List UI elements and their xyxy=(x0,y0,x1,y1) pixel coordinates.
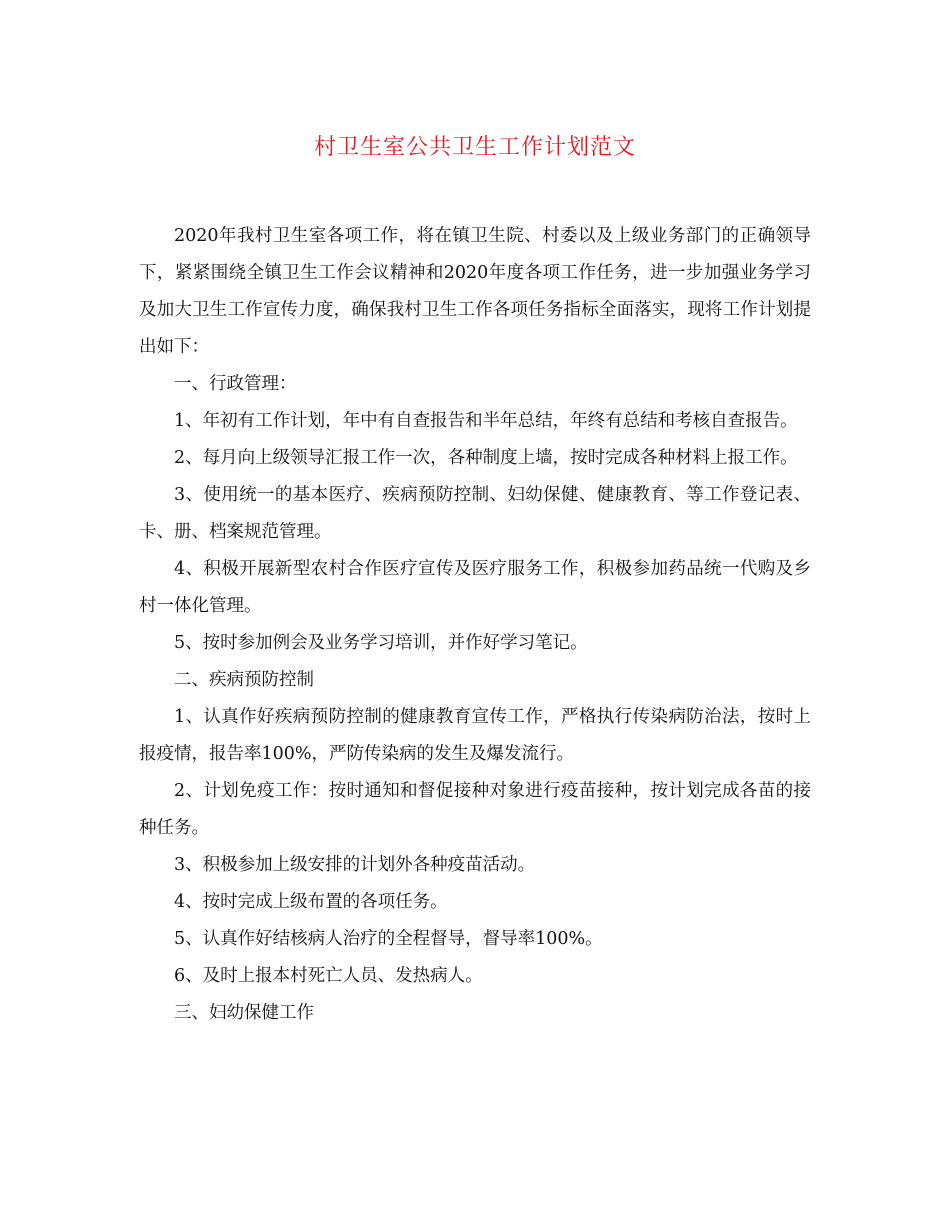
paragraph-intro: 2020年我村卫生室各项工作，将在镇卫生院、村委以及上级业务部门的正确领导下，紧紧围绕全镇卫生工作会议精神和2020年度各项工作任务，进一步加强业务学习及加大卫生工作宣传力度，确保我村卫生工作各项任务指标全面落实，现将工作计划提出如下： xyxy=(139,226,811,357)
paragraph-disease-2: 2、计划免疫工作：按时通知和督促接种对象进行疫苗接种，按计划完成各苗的接种任务。 xyxy=(139,781,811,838)
paragraph-admin-2: 2、每月向上级领导汇报工作一次，各种制度上墙，按时完成各种材料上报工作。 xyxy=(174,448,798,468)
section-heading-administration: 一、行政管理： xyxy=(174,374,297,394)
paragraph-disease-3: 3、积极参加上级安排的计划外各种疫苗活动。 xyxy=(174,855,536,875)
paragraph-admin-3: 3、使用统一的基本医疗、疾病预防控制、妇幼保健、健康教育、等工作登记表、卡、册、档案规范管理。 xyxy=(139,485,811,542)
paragraph-disease-4: 4、按时完成上级布置的各项任务。 xyxy=(174,892,448,912)
section-heading-maternal-child-health: 三、妇幼保健工作 xyxy=(174,1003,314,1023)
paragraph-disease-1: 1、认真作好疾病预防控制的健康教育宣传工作，严格执行传染病防治法，按时上报疫情，报告率100%，严防传染病的发生及爆发流行。 xyxy=(139,707,811,764)
paragraph-admin-5: 5、按时参加例会及业务学习培训，并作好学习笔记。 xyxy=(174,633,588,653)
section-heading-disease-control: 二、疾病预防控制 xyxy=(174,670,314,690)
paragraph-disease-5: 5、认真作好结核病人治疗的全程督导，督导率100%。 xyxy=(174,929,603,949)
document-title: 村卫生室公共卫生工作计划范文 xyxy=(313,135,636,160)
paragraph-disease-6: 6、及时上报本村死亡人员、发热病人。 xyxy=(174,966,483,986)
paragraph-admin-4: 4、积极开展新型农村合作医疗宣传及医疗服务工作，积极参加药品统一代购及乡村一体化管理。 xyxy=(139,559,811,616)
document-body xyxy=(139,218,811,1032)
paragraph-admin-1: 1、年初有工作计划，年中有自查报告和半年总结，年终有总结和考核自查报告。 xyxy=(174,411,798,431)
